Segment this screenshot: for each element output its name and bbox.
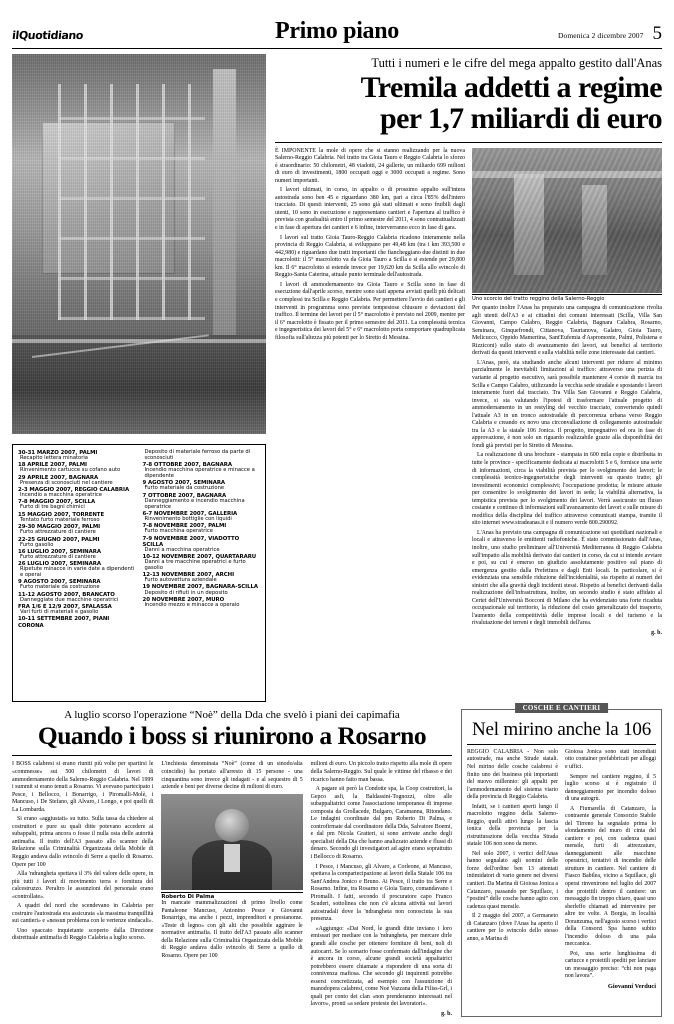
lead-body-column-2 [472, 148, 662, 702]
timeline-item [143, 450, 262, 462]
lead-right-column [275, 54, 662, 702]
paragraph: L'Anas, però, sta studiando anche alcuni interventi per ridurre al minimo parzialmente le inevitabili limitazioni al traffico: attraverso una perizia di variante al progetto esecutivo, sarà possibile mantenere 4 corsie di marcia tra Scilla e Campo Calabro, utilizzando la vecchia sede stradale e spostando i lavori interamente fuori dal tracciato. Tra Villa San Giovanni e Reggio Calabria, invece, si sta valutando l'ipotesi di trasformare l'attuale progetto di ammodernamento in un restyling del vecchio tracciato, convertendo quindi l'attuale A3 in un tronco autostradale di percorrenza urbana verso Reggio Calabria e creando ex novo una circonvallazione di collegamento autostradale tra la A3 e la statale 106 Jonica. Il progetto, impegnativo ed ora in fase di approvazione, è non solo un riguardo realizzabile grazie alla disponibilità dei fondi già previsti per lo Stretto di Messina. [472, 359, 662, 449]
rosarno-divider [12, 755, 452, 756]
timeline-item [18, 450, 137, 462]
paragraph: I lavori di ammodernamento tra Gioia Tauro e Scilla sono in fase di esecuzione dall'aprile scorso, mentre sono stati appena avviati quelli più delicati e complessi tra Scilla e Reggio Calabria. Per permettere l'avvio dei cantieri e gli interventi in programma sono previste tempestose chiusure e deviazioni del traffico. Il termine dei lavori per il 5° macrolotto è previsto nel 2009, mentre per il 6° macrolotto è fissato per il primo semestre del 2011. La complessità tecnica e ingegneristica dei lavori del 5° e 6° macrolotto porta comportare quadruplicata filosofia sull'altezza più potenti per lo Stretto di Messina. [275, 281, 465, 341]
lead-left-column [12, 54, 266, 702]
timeline-item-event: Ripetute minacce in varie date a dipendenti e operai [20, 566, 135, 579]
paragraph: milioni di euro. Un piccolo tratto rispetto alla mole di opere della Salerno-Reggio. Sul quale le vittime del ribasso e dei ricarico hanno fatto man bassa. [310, 761, 452, 783]
lead-headline [275, 73, 662, 134]
timeline-item [18, 462, 137, 474]
masthead-divider [12, 48, 662, 49]
paragraph: «Aggiungo: «Dai Nord, le grandi ditte inviano i loro emissari per mediare con la 'ndrangheta, per mercare dirle grandi alle cosche per ottenere forniture di beni, noli di autocarri. Se lo scenario fosse confermato dall'indagine che è ancora in corso, alcune grandi società appaltatrici potrebbero essere chiamate a rispondere di una sorta di connivenza mafiosa. Che secondo gli inquirenti potrebbe essersi concretizzata, ad esempio con l'assunzione di manodopera calabresi, come Noè Vazzana della Filiss-Grl, i quali per conto dei clan «non prenderanno interessati nel lavoro», pronti «a sedare proteste dei lavoratori». [310, 925, 452, 1008]
page-number: 5 [652, 23, 662, 44]
timeline-item-event: Incendio macchina operatrice e minacce a dipendente [144, 467, 255, 479]
lead-headline-line1: Tremila addetti a regime [360, 71, 662, 105]
timeline-item [143, 511, 262, 523]
timeline-item-event: Furto attrezzature di cantiere [20, 553, 96, 560]
paragraph: Per quanto inoltre l'Anas ha preparato una campagna di comunicazione rivolta agli utenti dell'A3 e ai cittadini dei comuni interessati (Scilla, Villa San Giovanni, Campo Calabro, Reggio Calabria, Bagnara Calabra, Rosarno, Seminara, Ginquefrondi, Cittanova, Taurianova, Galatro, Gioia Tauro, Melicucco, Oppido Mamertina, Sant'Eufemia d'Aspromonte, Palmi, Polistena e Rizziconi) sullo stato di avanzamento dei lavori, sui benefici al territorio derivati da questi interventi e sulla viabilità nelle zone interessate dai cantieri. [472, 305, 662, 357]
timeline-item [18, 487, 137, 499]
section-tag-badge: COSCHE E CANTIERI [515, 703, 609, 713]
paragraph: I Pesce, i Mancuso, gli Alvaro, a Corleone, ai Mancuso, spettava la compartecipazione ai lavori della Statale 106 tra Sant'Andrea Jonico e Bruno. Ai Pesce, il tratto tra Serre e Rosarno. Infine, tra Rosarno e Gioia Tauro, comandavano i Piromalli. I fatti, secondo il procuratore capo Franco Scuderi, sottolinea che non c'è alcuna attività sui lavori autostradali dove la 'ndrangheta non conosciuta la sua presenza. [310, 863, 452, 923]
lead-body [275, 148, 662, 702]
timeline-item [143, 597, 262, 609]
timeline-item-date: 29 APRILE 2007, BAGNARA [18, 474, 99, 481]
timeline-item-event: Rinvenimento cartucce su cofano auto [20, 467, 121, 474]
timeline-item-date: FRA 1/6 E 12/9 2007, SFALASSA [18, 604, 112, 611]
timeline-item [143, 584, 262, 596]
timeline-item-date: 11-12 AGOSTO 2007, BRANCATO [18, 591, 115, 598]
rosarno-column-3 [311, 761, 452, 1017]
prosecutor-portrait-photo [161, 794, 302, 890]
timeline-item-event: Deposito di rifiuti in un deposito [144, 589, 228, 596]
timeline-item-date: 9 AGOSTO 2007, SEMINARA [18, 579, 101, 586]
timeline-item-date: 20 NOVEMBRE 2007, MURO [142, 596, 225, 603]
timeline-item-date: 10-11 SETTEMBRE 2007, PIANI CORONA [18, 616, 110, 629]
timeline-item-event: Furto attrezzature di cantiere [20, 529, 96, 536]
paragraph: I lavori ultimati, in corso, in appalto o di prossimo appalto sull'intera autostrada sono ben 45 e riguardano 380 km, pari a circa l'85% dell'intero tracciato. Di questi interventi, 25 sono già stati ultimati e sono fruibili dagli utenti, 10 sono in esecuzione e rappresentano cantieri e l'apertura al traffico è prevista con gradualità entro il primo semestre del 2011, 4 sono contrattualizzati e in fase di apertura dei cantieri e 6 infine, interverranno ecco in fase di gara. [275, 187, 465, 232]
masthead [12, 0, 662, 44]
timeline-item-date: 12-13 NOVEMBRE 2007, ARCHI [142, 572, 235, 579]
timeline-item-date: 15 MAGGIO 2007, TORRENTE [18, 511, 105, 518]
timeline-item [143, 462, 262, 480]
timeline-item-event: Danni a tre macchine operatrici e furto gasolio [144, 559, 246, 571]
boxed-signature: Giovanni Verduci [607, 982, 656, 990]
timeline-item-date: 7-9 NOVEMBRE 2007, VIADOTTO SCILLA [142, 535, 240, 548]
rosarno-signature: g. b. [441, 1010, 452, 1017]
timeline-item-date: 2-3 MAGGIO 2007, REGGIO CALABRIA [18, 487, 130, 494]
boxed-column-1 [467, 749, 558, 990]
rosarno-column-2 [161, 761, 302, 1017]
paragraph: Poi, una serie lunghissima di cartucce e proiettili spediti per lanciare un messaggio preciso: “chi non paga non lavora”. [565, 950, 656, 980]
timeline-item [18, 537, 137, 549]
paragraph: REGGIO CALABRIA - Non solo autostrade, ma anche Strade statali. Nel mirino delle cosche calabresi è finito uno dei business più importanti del nuovo millennio: gli appalti per l'ammodernamento del sistema viario della provincia di Reggio Calabria. [467, 748, 558, 801]
timeline-item-date: 6-7 NOVEMBRE 2007, GALLERIA [142, 510, 238, 517]
publication-logo: ilQuotidiano [11, 29, 84, 42]
timeline-item-event: Danneggiate due macchine operatrici [20, 596, 119, 603]
timeline-item-event: Danni a macchina operatrice [144, 546, 220, 553]
timeline-item-event: Deposito di materiale ferroso da parte di sconosciuti [144, 449, 251, 461]
timeline-item-event: Furto materiale da costruzione [144, 485, 225, 492]
paragraph: La realizzazione di una brochure - stampata in 600 mila copie e distribuita in tutte le province - specificamente dedicata ai macrolotti 5 e 6, fornisce una serie di informazioni, circa la viabilità prevista per lo svolgimento dei lavori; le complessità tecnico-ingegneristiche degli interventi su questo tratto; gli investimenti economici complessivi; l'occupazione prodotta; le misure attuate per consentire lo svolgimento dei lavori in sede; la viabilità alternativa, la tempistica prevista per lo svolgimento dei lavori. Verrà assicurato un flusso costante e continuo di informazioni sull'avanzamento dei lavori e sulle misure di modifica della disciplina del traffico attraverso comunicati stampa, tramite il sito internet www.stradeanas.it e il numero verde 800.290092. [472, 452, 662, 527]
timeline-item [18, 616, 137, 628]
timeline-item-event: Incendio a macchina operatrice [20, 492, 102, 499]
attacks-timeline-box [12, 444, 266, 702]
paragraph: Si erano «aggiustati» su tutto. Sulla tassa da chiedere ai costruttori e pure su quali ditte potevano accedere ai subappalti, prima ancora o fosse il nulla osta delle autorità antimafia. Il tratto dell'A3 passato allo scanner della Relazione sulla Criminalità Organizzata della Mobile di Reggio andava dallo svincolo di Serre a quello di Rosarno. Opere per 100 [12, 816, 154, 868]
construction-site-photo [12, 54, 266, 434]
timeline-item-date: 29-30 MAGGIO 2007, PALMI [18, 524, 101, 531]
issue-date: Domenica 2 dicembre 2007 [558, 31, 644, 40]
lower-section [12, 704, 662, 1017]
timeline-item [143, 523, 262, 535]
timeline-item-date: 26 LUGLIO 2007, SEMINARA [18, 561, 101, 568]
paragraph: Nel solo 2007, i vertici dell'Anas hanno segnalato agli uomini delle forze dell'ordine ben 13 attentati intimidatori di vario genere nei diversi cantieri. Da Marina di Gioiosa Jonica a Catanzaro, passando per Squillace, i “postini” delle cosche hanno agito con cadenza quasi mensile. [467, 850, 558, 910]
paragraph: A pagare sii però la Condotte spa, la Coop costruttori, la Gepco asfi, la Baldassini-Tognozzi, oltre alle subappaltatrici come l'associazione temporanea di imprese composta da Grollacede, Bulgaro, Caramanna, Ritondano. Le indagini coordinate dal pm Roberto Di Palma, e controfirmate dal coordinatore della Dda, Salvatore Boemi, e dal pm Nicola Gratteri, si sono arrivate anche degli specialisti della Dia che hanno analizzato aziende e flussi di denaro. Secondo gli investigatori ad agire erano soprattutto i Bellocco di Rosarno. [310, 786, 452, 860]
timeline-item-date: 16 LUGLIO 2007, SEMINARA [18, 548, 101, 555]
rosarno-kicker: A luglio scorso l'operazione “Noè” della Dda che svelò i piani dei capimafia [64, 709, 400, 721]
paragraph: Infatti, se i cantieri aperti lungo il macrolotto reggino della Salerno-Reggio, quelli attivi lungo la fascia ionica della provincia per la ristrutturazione della vecchia Strada statale 106 non sono da meno. [467, 803, 558, 848]
timeline-item-event: Incendio mezzo e minacce a operaio [144, 601, 240, 608]
timeline-item-event: Furto materiale da costruzione [20, 584, 100, 591]
timeline-item-date: 9 AGOSTO 2007, SEMINARA [142, 480, 226, 487]
timeline-item-date: 30-31 MARZO 2007, PALMI [18, 450, 98, 456]
boxed-headline: Nel mirino anche la 106 [471, 719, 651, 740]
timeline-item-date: 18 APRILE 2007, PALMI [18, 462, 87, 469]
timeline-item-date: 7-8 NOVEMBRE 2007, PALMI [142, 523, 227, 530]
paragraph: Sempre nel cantiere reggino, il 5 luglio scorso si è registrato il danneggiamento per incendio doloso di una autogrù. [565, 773, 656, 803]
photo-caption: Uno scorcio del tratto reggino della Salerno-Reggio [472, 294, 662, 303]
timeline-item-event: Tentato furto materiale ferroso [20, 516, 100, 523]
timeline-item [18, 512, 137, 524]
timeline-item [143, 572, 262, 584]
timeline-item-event: Furto gasolio [20, 541, 54, 548]
lead-kicker: Tutti i numeri e le cifre del mega appalto gestito dall'Anas [371, 56, 662, 70]
lead-body-column-1 [275, 148, 465, 702]
timeline-item-date: 7 OTTOBRE 2007, BAGNARA [142, 492, 227, 499]
paragraph: L'Anas ha previsto una campagna di comunicazione sui quotidiani nazionali e locali e attraverso le emittenti radiofoniche. È stato commissionato dall'Anas, inoltre, uno studio preliminare all'Università Mediterranea di Reggio Calabria sull'impatto alla mobilità derivato dai cantieri in corso, da cui si intende avviare e poi, su cui è emerso un giudizio assolutamente positivo sul piano di emergenza gestito dalla Prefettura e dagli Enti locali. In particolare, si è evidenziata una sensibile riduzione dell'incidentalità, sia rispetto ai numeri dei sinistri che alla gravità degli incidenti stessi. Rispetto ai benefici derivanti dalla realizzazione dell'infrastruttura, inoltre, un secondo studio è stato affidato al Certet dell'Università Bocconi di Milano che ha evidenziato una forte ricaduta occupazionale sul territorio, la riduzione del costo generalizzato del trasporto, l'aumento della competitività delle imprese locali e del turismo e la rivalutazione dei terreni e degli immobili dell'area. [472, 529, 662, 627]
boxed-column-2 [565, 749, 656, 990]
rosarno-column-1 [12, 761, 153, 1017]
boxed-divider [467, 744, 656, 745]
timeline-column-2 [143, 450, 262, 695]
paragraph: Alla 'ndrangheta spettava il 3% del valore delle opere, in più tutti i lavori di movimento terra e fornitura del calcestruzzo. Peraltro le assunzioni del personale erano «controllate». [12, 871, 154, 900]
paragraph: A Fiumarella di Catanzaro, la contraente generale Consorzio Stabile del Tirreno ha segnalato prima lo sfondamento del muro di cinta del cantiere e poi, con cadenza quasi mensile, furti di attrezzature, danneggiamenti alle macchine operatrici, tentativi di incendio delle strutture in cantiere. Nel cantiere di Fiasco Babilea, vicino a Squillace, gli operai rinvenirono nel luglio del 2007 due proiettili dentro il cantiere: un messaggio fin troppo chiaro, quasi uno sberleffo chiamati ad intervenire per altre tre volte. A Borgia, in località Doranzuma, nell'agosto scorso i vertici della Consorzi Spa hanno subito l'incendio doloso di una pala meccanica. [565, 805, 656, 948]
timeline-item-date: 10-12 NOVEMBRE 2007, QUARTARARU [142, 553, 257, 560]
highway-viaduct-photo [472, 148, 662, 293]
paragraph: A quadri del nord che scendevano in Calabria per costruire l'autostrada era assicurata «la massima tranquillità sui cantieri» e «nessun problema con le vertenze sindacali». [12, 903, 154, 925]
timeline-item-date: 7-8 OTTOBRE 2007, BAGNARA [142, 462, 232, 469]
timeline-item [18, 579, 137, 591]
timeline-item [18, 604, 137, 616]
paragraph: Gioiosa Jonica sono stati incendiati otto container prefabbricati per alloggi e uffici. [565, 748, 656, 770]
timeline-item-date: 22-25 GIUGNO 2007, PALMI [18, 536, 100, 543]
portrait-caption: Roberto Di Palma [161, 892, 302, 901]
paragraph: È IMPONENTE la mole di opere che si stanno realizzando per la nuova Salerno-Reggio Calabria. Nel tratto tra Gioia Tauro e Reggio Calabria lo sforzo è straordinario: 50 chilometri, 48 viadotti, 24 gallerie, un miliardo 699 milioni di euro di investimenti, 1800 occupati oggi e 3000 occupati a regime. Sono numeri importanti. [275, 147, 465, 184]
timeline-item-event: Furto macchina operatrice [144, 528, 213, 535]
timeline-item [18, 592, 137, 604]
paragraph: L'inchiesta denominata “Noè” (come di un sinodo/alta coincidio) ha portato all'arresto di 15 persone - una cinquantina sono invece gli indagati - e al sequestro di 5 aziende e beni per diverse decine di milioni di euro. [161, 761, 303, 791]
lead-article [12, 54, 662, 702]
page-title: Primo piano [274, 18, 400, 44]
boxed-body [467, 749, 656, 990]
timeline-item-event: Furto autovettura aziendale [144, 577, 217, 584]
timeline-item-event: Furto di tre bagni chimici [20, 504, 85, 511]
highway-photo-wrapper [472, 148, 662, 303]
timeline-item [18, 475, 137, 487]
timeline-item [143, 554, 262, 572]
timeline-item [18, 524, 137, 536]
timeline-item-event: Danneggiamento e incendio macchina operatrice [144, 497, 245, 510]
timeline-item [143, 493, 262, 511]
paragraph: I BOSS calabresi si erano riuniti più volte per spartirsi le «commesse» sui 500 chilometri di lavori di ammodernamento della Salerno-Reggio Calabria. Nel 1999 i summit si erano tenuti a Rosarno. Vi avevano partecipato i Pesce, i Bellocco, i Bonarrigo, i Piromalli-Molè, i Mancuso, i De Stefano, gli Alvaro, i Longo, e poi quelli di La Lombarda. [12, 761, 154, 813]
lead-divider [275, 142, 662, 143]
timeline-item-event: Presenza di sconosciuti nel cantiere [20, 479, 113, 486]
timeline-item [18, 499, 137, 511]
timeline-item [143, 536, 262, 554]
lead-headline-line2: per 1,7 miliardi di euro [380, 101, 662, 135]
paragraph: In mancate mammalizzazioni di primo livello come Pantaleone Mancuso, Antonino Pesce e Giovanni Bonarrigo, ma anche i pezzi, imprenditori e prestanome. «Teste di legno» con gli alti che possibile aggirare le normative antimafia. Il tratto dell'A3 passato allo scanner della Relazione sulla Criminalità Organizzata della Mobile di Reggio andava dallo svincolo di Serre a quello di Rosarno. Opere per 100 [161, 900, 303, 959]
rosarno-headline: Quando i boss si riunirono a Rosarno [37, 721, 427, 751]
timeline-item [18, 549, 137, 561]
timeline-item-event: Rinvenimento bottiglie con liquidi [144, 515, 232, 522]
paragraph: Uno spaccato inquietante scoperto dalla Direzione distrettuale antimafia di Reggio Calabria a luglio scorso. [12, 927, 154, 942]
timeline-item-event: Recapito lettera minatoria [20, 455, 88, 462]
timeline-item [143, 480, 262, 492]
timeline-item [18, 561, 137, 579]
rosarno-article [12, 709, 452, 1017]
paragraph: Il 2 maggio del 2007, a Germaneto di Catanzaro (dove l'Anas ha aperto il cantiere per lo svincolo dello stesso anno, a Marina di [467, 913, 558, 942]
timeline-item-date: 19 NOVEMBRE 2007, BAGNARA-SCILLA [142, 584, 259, 591]
boxed-article-106 [461, 704, 662, 1017]
timeline-item-event: Vari furti di materiali e gasolio [20, 609, 99, 616]
paragraph: I lavori sul tratto Gioia Tauro-Reggio Calabria ricadono interamente nella provincia di Reggio Calabria, si sviluppano per 49,48 km (tra i km 393,500 e 442,980) e riguardano due tratti importanti che fiancheggiano due distinti in due macrolotti: il 5° macrolotto va da Gioia Tauro a Scilla e si estende per 29,800 km. Il 6° macrolotto si estende invece per 19,620 km da Scilla allo svincolo di Reggio-Santa Caterina, attuale punto terminale dell'autostrada. [275, 234, 465, 279]
lead-signature: g. b. [651, 630, 662, 637]
timeline-item-date: 7-8 MAGGIO 2007, SCILLA [18, 499, 96, 506]
rosarno-body [12, 761, 452, 1017]
timeline-column-1 [18, 450, 137, 695]
